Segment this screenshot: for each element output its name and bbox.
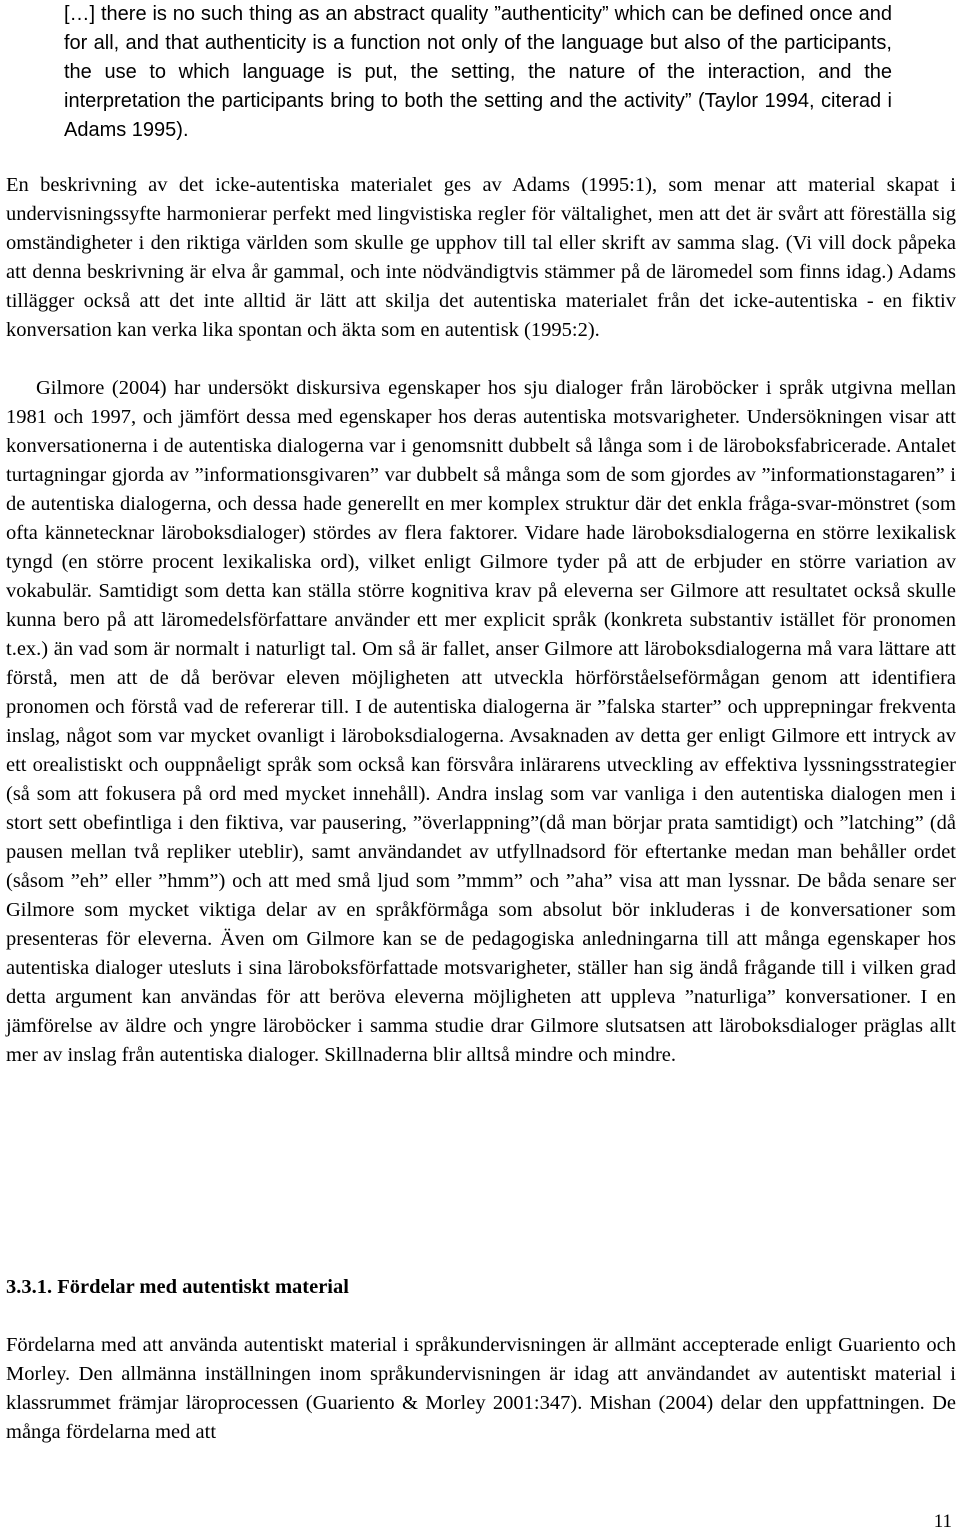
paragraph-gilmore-study: Gilmore (2004) har undersökt diskursiva egenskaper hos sju dialoger från läroböcker i språk utgivna mellan 1981 och 1997, och jämfört dessa med egenskaper hos deras autentiska motsvarigheter. Undersökningen visar att konversationerna i de autentiska dialogerna var i genomsnitt dubbelt så långa som i de läroboksfabricerade. Antalet turtagningar gjorda av ”informationsgivaren” var dubbelt så många som de som gjordes av ”informationstagaren” i de autentiska dialogerna, och dessa hade generellt en mer komplex struktur där det enkla fråga-svar-mönstret (som ofta kännetecknar läroboksdialoger) stördes av flera faktorer. Vidare hade läroboksdialogerna en större lexikalisk tyngd (en större procent lexikaliska ord), vilket enligt Gilmore tyder på att de erbjuder en större variation av vokabulär. Samtidigt som detta kan ställa större kognitiva krav på eleverna ser Gilmore att resultatet också skulle kunna bero på att läromedelsförfattare använder ett mer explicit språk (konkreta substantiv istället för pronomen t.ex.) än vad som är normalt i naturligt tal. Om så är fallet, anser Gilmore att läroboksdialogerna må vara lättare att förstå, men att de då berövar eleven möjligheten att utveckla hörförståelseförmågan genom att identifiera pronomen och förstå vad de refererar till. I de autentiska dialogerna är ”falska starter” och upprepningar frekventa inslag, något som var mycket ovanligt i läroboksdialogerna. Avsaknaden av detta ger enligt Gilmore ett intryck av ett orealistiskt och ouppnåeligt språk som också kan försvåra inlärarens utveckling av effektiva lyssningsstrategier (så som att fokusera på ord med mycket innehåll). Andra inslag som var vanliga i den autentiska dialogen men i stort sett obefintliga i den fiktiva, var pausering, ”överlappning”(då man börjar prata samtidigt) och ”latching” (då pausen mellan två repliker uteblir), samt användandet av utfyllnadsord för eftertanke medan man behåller ordet (såsom ”eh” eller ”hmm”) och att med små ljud som ”mmm” och ”aha” visa att man lyssnar. De båda senare ser Gilmore som mycket viktiga delar av en språkförmåga som absolut bör inkluderas i de konversationer som presenteras för eleverna. Även om Gilmore kan se de pedagogiska anledningarna till att många egenskaper hos autentiska dialoger utesluts i sina läroboksförfattade motsvarigheter, ställer han sig ändå frågande till i vilken grad detta argument kan användas för att beröva eleverna möjligheten att uppleva ”naturliga” konversationer. I en jämförelse av äldre och yngre läroböcker i samma studie drar Gilmore slutsatsen att läroboksdialoger präglas allt mer av inslag från autentiska dialoger. Skillnaderna blir alltså mindre och mindre. xyxy=(6,377,956,1066)
paragraph-advantages: Fördelarna med att använda autentiskt material i språkundervisningen är allmänt accepterade enligt Guariento och Morley. Den allmänna inställningen inom språkundervisningen är idag att användandet av autentiskt material i klassrummet främjar läroprocessen (Guariento & Morley 2001:347). Mishan (2004) delar den uppfattningen. De många fördelarna med att xyxy=(6,1334,956,1443)
block-quote: […] there is no such thing as an abstract quality ”authenticity” which can be defined once and for all, and that authenticity is a function not only of the language but also of the participants, the use to which language is put, the setting, the nature of the interaction, and the interpretation the participants bring to both the setting and the activity” (Taylor 1994, citerad i Adams 1995). xyxy=(64,3,892,141)
page-number: 11 xyxy=(933,1511,952,1532)
paragraph-adams-description: En beskrivning av det icke-autentiska materialet ges av Adams (1995:1), som menar att material skapat i undervisningssyfte harmonierar perfekt med lingvistiska regler för vältalighet, men att det är svårt att föreställa sig omständigheter i den riktiga världen som skulle ge upphov till tal eller skrift av samma slag. (Vi vill dock påpeka att denna beskrivning är elva år gammal, och inte nödvändigtvis stämmer på de läromedel som finns idag.) Adams tillägger också att det inte alltid är lätt att skilja det autentiska materialet från det icke-autentiska - en fiktiv konversation kan verka lika spontan och äkta som en autentisk (1995:2). xyxy=(6,174,956,341)
section-heading: 3.3.1. Fördelar med autentiskt material xyxy=(6,1276,349,1298)
